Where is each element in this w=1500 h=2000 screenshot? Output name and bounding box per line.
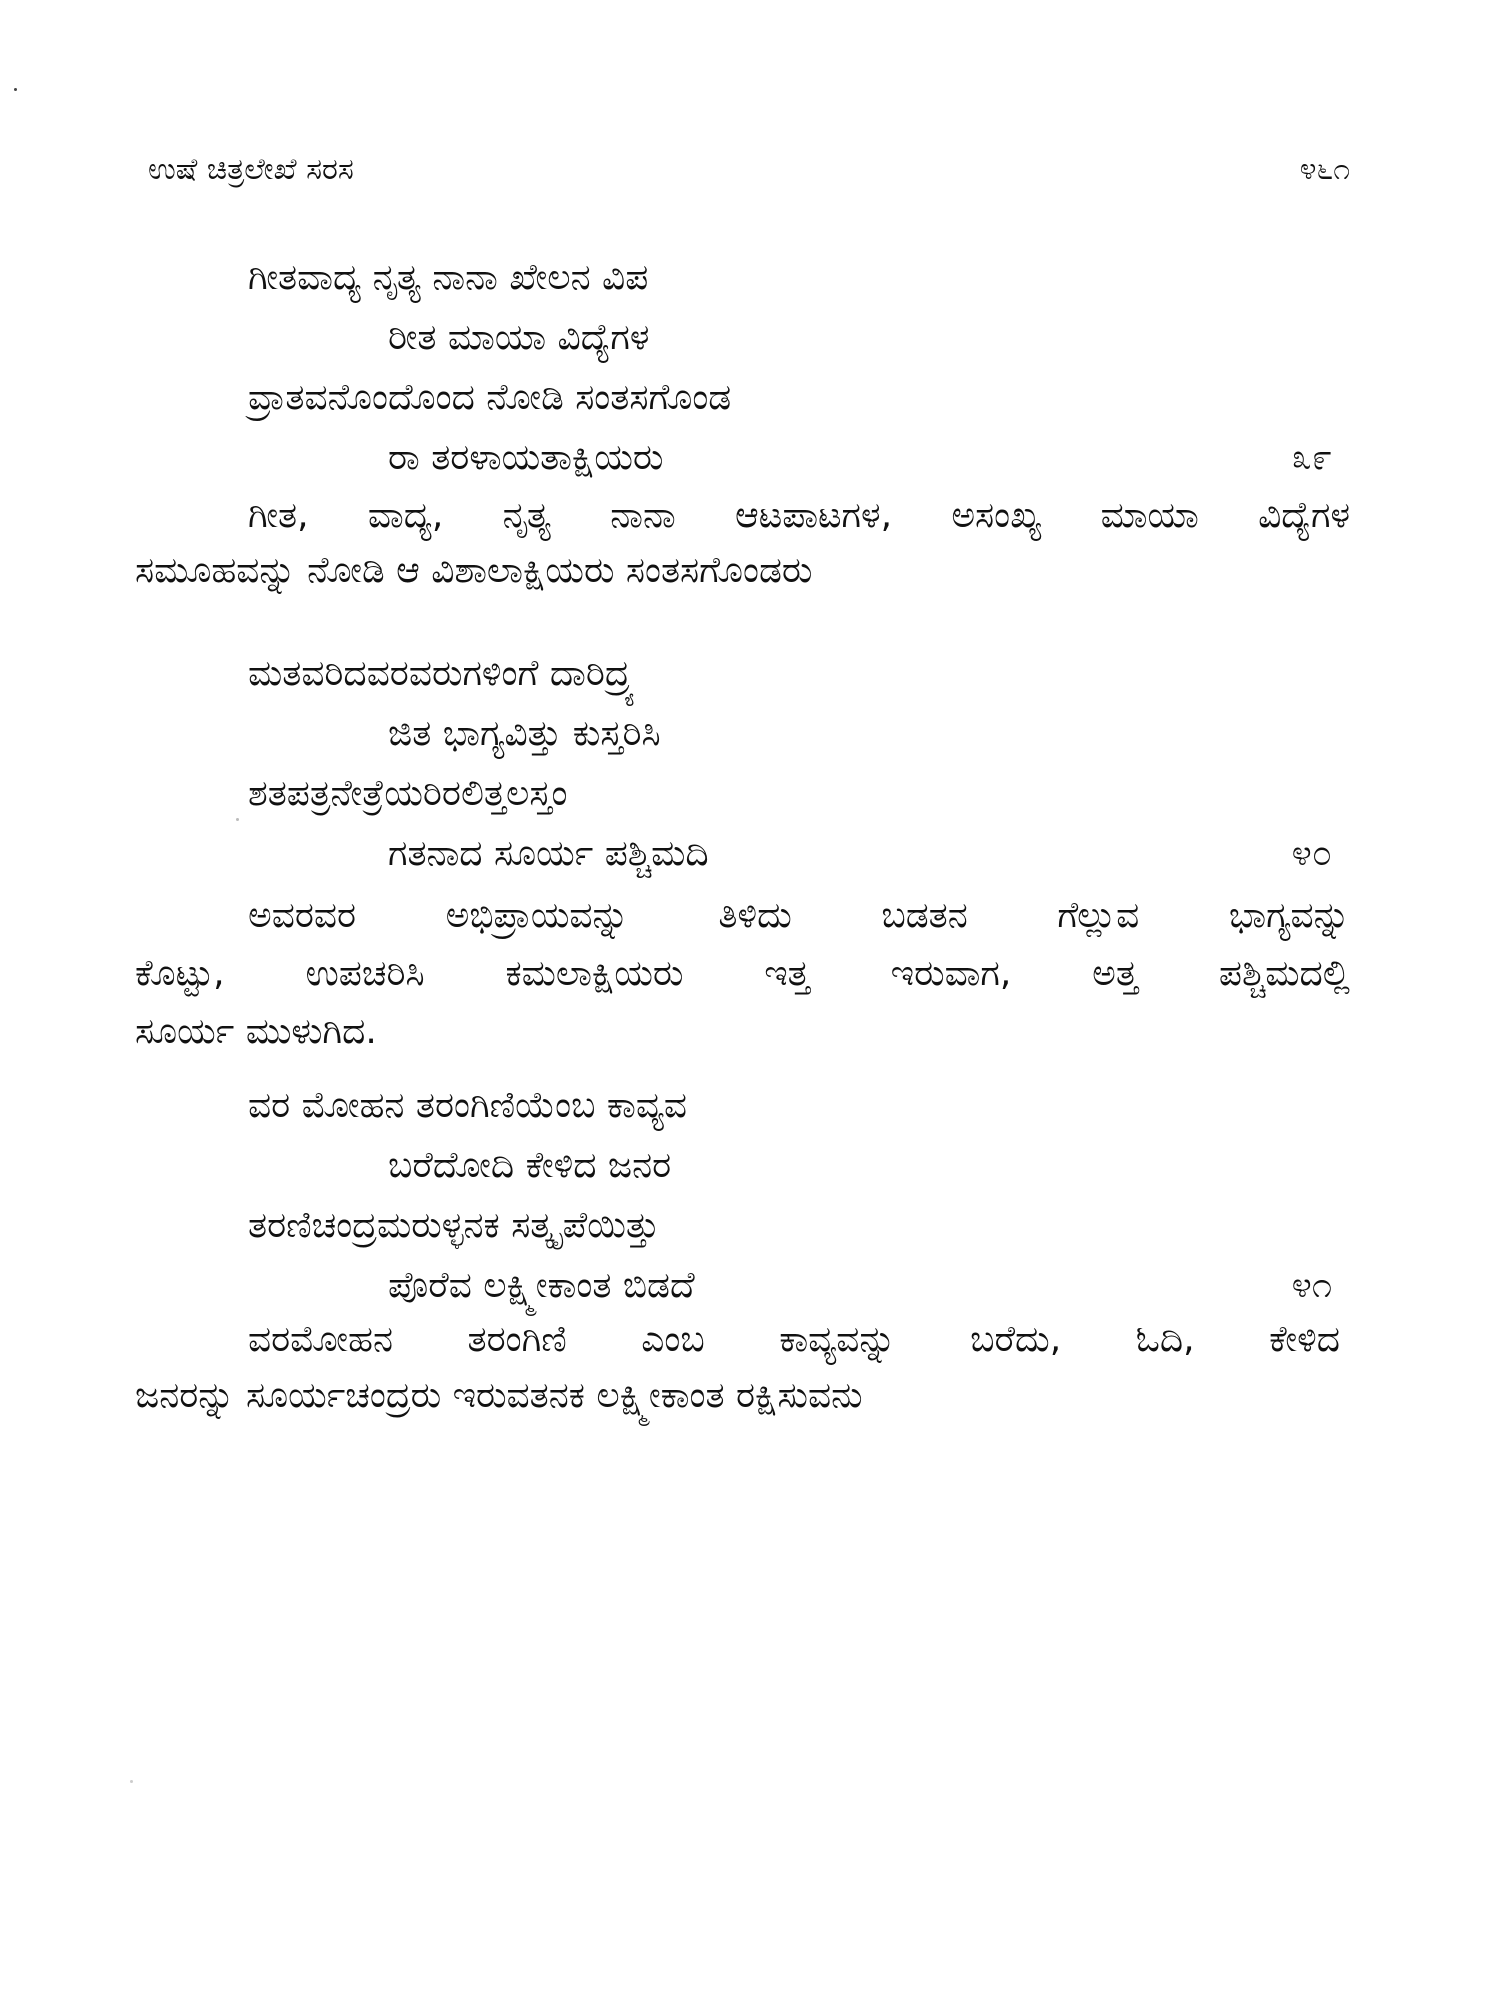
meaning-line: ಜನರನ್ನು ಸೂರ್ಯಚಂದ್ರರು ಇರುವತನಕ ಲಕ್ಷ್ಮೀಕಾಂತ ರಕ್ಷಿಸುವನು	[135, 1375, 863, 1416]
page-number: ೪೬೧	[1299, 152, 1350, 187]
verse-line: ರಾ ತರಳಾಯತಾಕ್ಷಿಯರು	[388, 437, 664, 478]
meaning-line: ಕೊಟ್ಟು, ಉಪಚರಿಸಿ ಕಮಲಾಕ್ಷಿಯರು ಇತ್ತ ಇರುವಾಗ, ಅತ್ತ ಪಶ್ಚಿಮದಲ್ಲಿ	[135, 953, 1350, 994]
meaning-line: ಗೀತ, ವಾದ್ಯ, ನೃತ್ಯ ನಾನಾ ಆಟಪಾಟಗಳ, ಅಸಂಖ್ಯ ಮಾಯಾ ವಿದ್ಯೆಗಳ	[248, 495, 1350, 536]
stanza-number: ೩೯	[1291, 437, 1332, 478]
verse-line: ಶತಪತ್ರನೇತ್ರೆಯರಿರಲಿತ್ತಲಸ್ತಂ	[248, 773, 568, 814]
verse-line: ಬರೆದೋದಿ ಕೇಳಿದ ಜನರ	[388, 1145, 672, 1186]
verse-line: ವ್ರಾತವನೊಂದೊಂದ ನೋಡಿ ಸಂತಸಗೊಂಡ	[248, 377, 732, 418]
verse-line: ತರಣಿಚಂದ್ರಮರುಳ್ಳನಕ ಸತ್ಕೃಪೆಯಿತ್ತು	[248, 1205, 660, 1246]
stanza-number: ೪೧	[1291, 1265, 1332, 1306]
verse-line: ರೀತ ಮಾಯಾ ವಿದ್ಯೆಗಳ	[388, 317, 650, 358]
scan-speck	[236, 818, 239, 821]
stanza-number: ೪೦	[1291, 833, 1332, 874]
scan-speck	[14, 88, 17, 91]
verse-line: ಜಿತ ಭಾಗ್ಯವಿತ್ತು ಕುಸ್ತರಿಸಿ	[388, 713, 661, 754]
scan-speck	[130, 1780, 133, 1783]
meaning-line: ಸೂರ್ಯ ಮುಳುಗಿದ.	[135, 1011, 377, 1052]
meaning-line: ವರಮೋಹನ ತರಂಗಿಣಿ ಎಂಬ ಕಾವ್ಯವನ್ನು ಬರೆದು, ಓದಿ, ಕೇಳಿದ	[248, 1319, 1340, 1360]
verse-line: ಪೊರೆವ ಲಕ್ಷ್ಮೀಕಾಂತ ಬಿಡದೆ	[388, 1265, 695, 1306]
verse-line: ವರ ಮೋಹನ ತರಂಗಿಣಿಯೆಂಬ ಕಾವ್ಯವ	[248, 1085, 688, 1126]
verse-line: ಮತವರಿದವರವರುಗಳಿಂಗೆ ದಾರಿದ್ರ್ಯ	[248, 653, 637, 694]
verse-line: ಗತನಾದ ಸೂರ್ಯ ಪಶ್ಚಿಮದಿ	[388, 833, 709, 874]
meaning-line: ಅವರವರ ಅಭಿಪ್ರಾಯವನ್ನು ತಿಳಿದು ಬಡತನ ಗೆಲ್ಲುವ ಭಾಗ್ಯವನ್ನು	[248, 895, 1350, 936]
running-title: ಉಷೆ ಚಿತ್ರಲೇಖೆ ಸರಸ	[148, 152, 354, 187]
verse-line: ಗೀತವಾದ್ಯ ನೃತ್ಯ ನಾನಾ ಖೇಲನ ವಿಪ	[248, 257, 649, 298]
meaning-line: ಸಮೂಹವನ್ನು ನೋಡಿ ಆ ವಿಶಾಲಾಕ್ಷಿಯರು ಸಂತಸಗೊಂಡರು	[135, 550, 813, 591]
